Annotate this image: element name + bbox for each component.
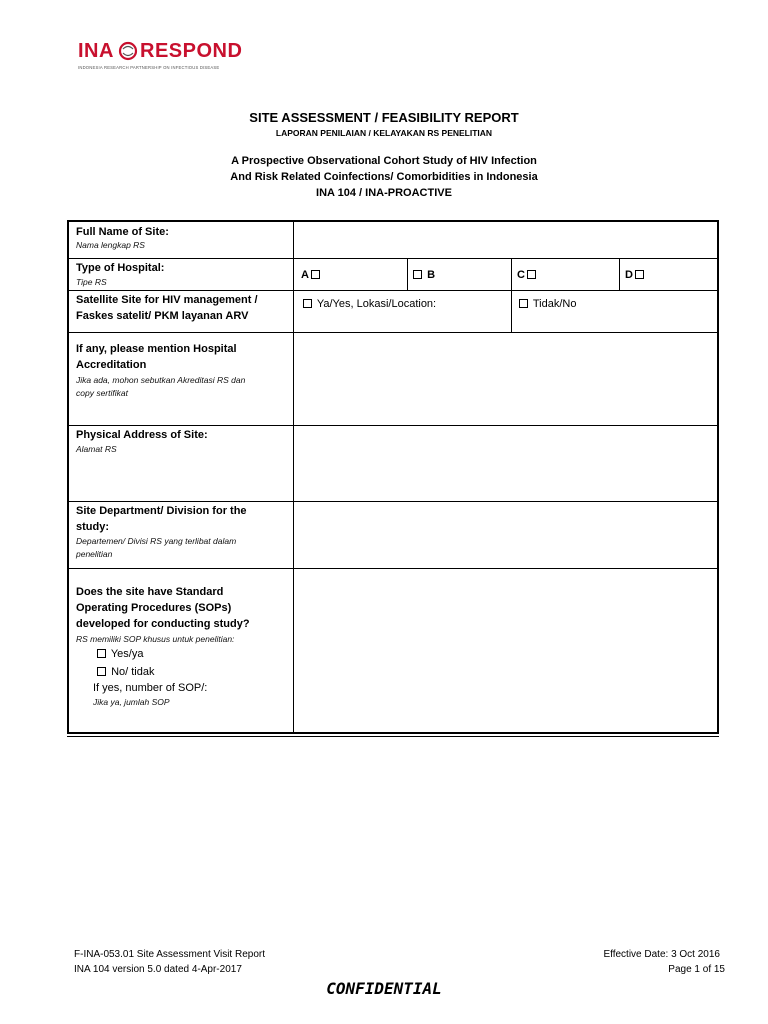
sop-label-line3: developed for conducting study? (76, 618, 250, 630)
accreditation-sublabel-line1: Jika ada, mohon sebutkan Akreditasi RS dan (76, 375, 246, 385)
ina-respond-logo (78, 38, 248, 74)
hospital-type-option-b[interactable] (411, 268, 435, 282)
confidential-mark: CONFIDENTIAL (326, 979, 442, 998)
department-field[interactable] (295, 502, 717, 567)
option-a-label: A (301, 269, 309, 281)
effective-date: Effective Date: 3 Oct 2016 (603, 949, 720, 960)
satellite-label-line1: Satellite Site for HIV management / (76, 294, 258, 306)
hospital-type-option-d[interactable] (625, 268, 646, 282)
address-label: Physical Address of Site: (76, 429, 208, 441)
hospital-type-option-a[interactable] (301, 268, 322, 282)
department-label-line2: study: (76, 521, 109, 533)
department-sublabel-line1: Departemen/ Divisi RS yang terlibat dalam (76, 536, 237, 546)
address-field[interactable] (295, 426, 717, 500)
option-d-label: D (625, 269, 633, 281)
sop-label-line2: Operating Procedures (SOPs) (76, 602, 232, 614)
assessment-form-table (67, 220, 719, 734)
sop-yes-label: Yes/ya (110, 648, 144, 660)
department-label-line1: Site Department/ Division for the (76, 505, 247, 517)
row-divider (69, 290, 717, 291)
accreditation-label-line2: Accreditation (76, 359, 147, 371)
table-bottom-rule (67, 736, 719, 737)
accreditation-sublabel-line2: copy sertifikat (76, 388, 128, 398)
checkbox-icon (635, 270, 644, 279)
checkbox-icon (303, 299, 312, 308)
option-b-label: B (427, 269, 436, 281)
satellite-yes-label: Ya/Yes, Lokasi/Location: (316, 298, 437, 310)
site-name-label: Full Name of Site: (76, 226, 169, 238)
page-number: Page 1 of 15 (668, 964, 725, 975)
checkbox-icon (97, 667, 106, 676)
document-version: INA 104 version 5.0 dated 4-Apr-2017 (74, 964, 242, 975)
logo-tagline: INDONESIA RESEARCH PARTNERSHIP ON INFECTIOUS DISEASE (78, 65, 220, 70)
site-name-sublabel: Nama lengkap RS (76, 240, 145, 250)
checkbox-icon (311, 270, 320, 279)
sop-no-label: No/ tidak (111, 666, 155, 678)
study-code: INA 104 / INA-PROACTIVE (316, 187, 452, 199)
logo-word-ina: INA (78, 40, 114, 62)
hospital-type-option-c[interactable] (517, 268, 538, 282)
logo-word-respond: RESPOND (140, 40, 243, 62)
hospital-type-sublabel: Tipe RS (76, 277, 107, 287)
option-c-label: C (517, 269, 525, 281)
sop-option-no[interactable] (95, 665, 154, 679)
address-sublabel: Alamat RS (76, 444, 117, 454)
checkbox-icon (97, 649, 106, 658)
checkbox-icon (519, 299, 528, 308)
satellite-option-yes[interactable] (301, 297, 436, 311)
study-title-line2: And Risk Related Coinfections/ Comorbidities in Indonesia (230, 171, 538, 183)
sop-label-line1: Does the site have Standard (76, 586, 224, 598)
satellite-label-line2: Faskes satelit/ PKM layanan ARV (76, 310, 249, 322)
sop-option-yes[interactable] (95, 647, 143, 661)
option-divider (511, 258, 512, 290)
study-title-line1: A Prospective Observational Cohort Study of HIV Infection (231, 155, 537, 167)
accreditation-label-line1: If any, please mention Hospital (76, 343, 237, 355)
option-divider (619, 258, 620, 290)
globe-icon (118, 41, 138, 61)
report-title: SITE ASSESSMENT / FEASIBILITY REPORT (249, 110, 519, 125)
accreditation-field[interactable] (295, 333, 717, 424)
sop-number-sublabel: Jika ya, jumlah SOP (93, 697, 170, 707)
column-divider (293, 222, 294, 734)
hospital-type-label: Type of Hospital: (76, 262, 165, 274)
sop-number-label: If yes, number of SOP/: (93, 682, 208, 694)
checkbox-icon (527, 270, 536, 279)
sop-field[interactable] (295, 569, 717, 732)
checkbox-icon (413, 270, 422, 279)
sop-sublabel: RS memiliki SOP khusus untuk penelitian: (76, 634, 235, 644)
option-divider (511, 290, 512, 332)
site-name-field[interactable] (295, 222, 717, 257)
satellite-option-no[interactable] (517, 297, 576, 311)
satellite-no-label: Tidak/No (532, 298, 577, 310)
report-subtitle: LAPORAN PENILAIAN / KELAYAKAN RS PENELITIAN (275, 128, 493, 138)
document-id: F-INA-053.01 Site Assessment Visit Report (74, 949, 266, 960)
option-divider (407, 258, 408, 290)
department-sublabel-line2: penelitian (76, 549, 113, 559)
